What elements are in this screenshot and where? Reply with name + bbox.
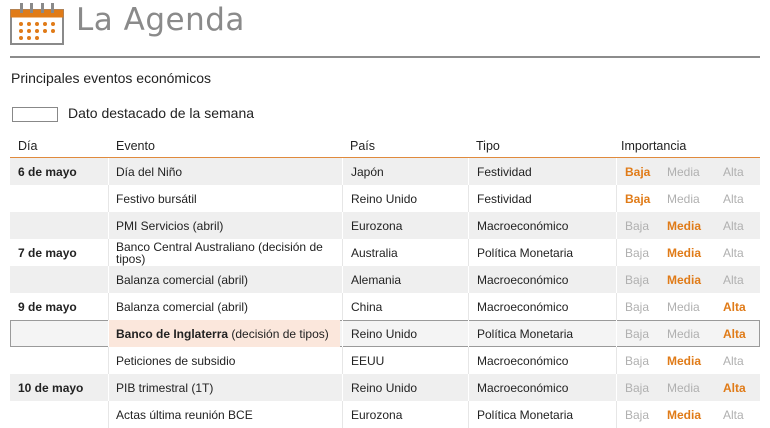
table-row: [10, 293, 760, 320]
importance-baja: Baja: [625, 381, 650, 395]
table-row: [10, 401, 760, 428]
row-tipo: Macroeconómico: [468, 212, 614, 239]
importance-alta: Alta: [723, 300, 746, 314]
calendar-icon: [8, 2, 66, 46]
importance-media: Media: [667, 246, 702, 260]
importance-baja: Baja: [625, 192, 651, 206]
row-tipo: Macroeconómico: [468, 266, 614, 293]
row-evento-rest: (decisión de tipos): [228, 326, 329, 341]
row-evento: [108, 320, 340, 347]
row-importancia: [616, 320, 761, 347]
row-importancia: [616, 374, 761, 401]
row-evento: [108, 374, 340, 401]
row-evento-bold: Banco de Inglaterra: [116, 326, 229, 341]
row-evento-text: Festivo bursátil: [116, 191, 197, 206]
row-evento-text: Actas última reunión BCE: [116, 407, 253, 422]
importance-media: Media: [667, 219, 702, 233]
row-tipo: Festividad: [468, 158, 614, 185]
importance-baja: Baja: [625, 327, 650, 341]
row-evento-text: PIB trimestral (1T): [116, 380, 214, 395]
row-importancia: [616, 401, 761, 428]
table-row: [10, 266, 760, 293]
row-pais: Japón: [342, 158, 466, 185]
row-importancia: [616, 239, 761, 266]
legend-label: Dato destacado de la semana: [68, 105, 255, 121]
row-evento: [108, 266, 340, 293]
importance-alta: Alta: [723, 327, 746, 341]
row-evento: [108, 212, 340, 239]
legend-swatch: [12, 107, 58, 122]
importance-media: Media: [667, 165, 700, 179]
row-evento-text: [116, 328, 329, 340]
importance-media: Media: [667, 327, 700, 341]
row-evento: [108, 239, 340, 266]
row-importancia: [616, 185, 761, 212]
col-header-dia: Día: [18, 139, 38, 153]
row-tipo: Macroeconómico: [468, 293, 614, 320]
table-row: [10, 158, 760, 185]
row-evento: [108, 185, 340, 212]
col-header-tipo: Tipo: [476, 139, 500, 153]
row-importancia: [616, 158, 761, 185]
row-pais: Australia: [342, 239, 466, 266]
table-body: [10, 158, 760, 428]
row-evento-text: PMI Servicios (abril): [116, 218, 224, 233]
importance-media: Media: [667, 273, 702, 287]
row-evento-text: Banco Central Australiano (decisión de tipos): [116, 239, 323, 266]
row-tipo: Macroeconómico: [468, 347, 614, 374]
section-subtitle: Principales eventos económicos: [11, 70, 211, 86]
row-pais: Alemania: [342, 266, 466, 293]
importance-baja: Baja: [625, 219, 650, 233]
row-evento: [108, 158, 340, 185]
col-header-evento: Evento: [116, 139, 155, 153]
row-tipo: Política Monetaria: [468, 239, 614, 266]
row-evento-text: Día del Niño: [116, 164, 183, 179]
table-row: [10, 239, 760, 266]
table-row: [10, 347, 760, 374]
importance-alta: Alta: [723, 246, 744, 260]
row-pais: China: [342, 293, 466, 320]
importance-baja: Baja: [625, 408, 650, 422]
importance-alta: Alta: [723, 219, 744, 233]
importance-alta: Alta: [723, 165, 744, 179]
row-pais: Reino Unido: [342, 320, 466, 347]
importance-alta: Alta: [723, 192, 744, 206]
row-pais: EEUU: [342, 347, 466, 374]
header: [0, 0, 770, 58]
row-evento: [108, 347, 340, 374]
row-importancia: [616, 266, 761, 293]
row-day: 7 de mayo: [18, 245, 77, 260]
importance-media: Media: [667, 300, 700, 314]
row-evento-text: Balanza comercial (abril): [116, 272, 249, 287]
importance-media: Media: [667, 192, 700, 206]
row-pais: Eurozona: [342, 401, 466, 428]
row-importancia: [616, 347, 761, 374]
row-tipo: Política Monetaria: [468, 401, 614, 428]
row-tipo: Macroeconómico: [468, 374, 614, 401]
row-evento: [108, 293, 340, 320]
row-day: 10 de mayo: [18, 380, 84, 395]
col-header-importancia: Importancia: [621, 139, 687, 153]
importance-alta: Alta: [723, 273, 744, 287]
header-divider: [10, 56, 760, 58]
row-importancia: [616, 212, 761, 239]
importance-baja: Baja: [625, 300, 650, 314]
importance-baja: Baja: [625, 165, 651, 179]
events-table: [10, 136, 760, 428]
row-evento-text: Peticiones de subsidio: [116, 353, 236, 368]
importance-baja: Baja: [625, 246, 650, 260]
importance-baja: Baja: [625, 354, 650, 368]
row-day: 9 de mayo: [18, 299, 77, 314]
table-row: [10, 185, 760, 212]
importance-alta: Alta: [723, 408, 744, 422]
importance-alta: Alta: [723, 354, 744, 368]
row-evento: [108, 401, 340, 428]
row-tipo: Política Monetaria: [468, 320, 614, 347]
table-row: [10, 374, 760, 401]
importance-alta: Alta: [723, 381, 746, 395]
row-tipo: Festividad: [468, 185, 614, 212]
table-header: [10, 136, 760, 158]
page-title: La Agenda: [76, 2, 245, 38]
row-importancia: [616, 293, 761, 320]
row-pais: Eurozona: [342, 212, 466, 239]
importance-media: Media: [667, 381, 700, 395]
row-evento-text: Balanza comercial (abril): [116, 299, 249, 314]
col-header-pais: País: [350, 139, 376, 153]
importance-media: Media: [667, 354, 702, 368]
row-pais: Reino Unido: [342, 374, 466, 401]
table-row: [10, 212, 760, 239]
importance-baja: Baja: [625, 273, 650, 287]
row-day: 6 de mayo: [18, 164, 77, 179]
row-pais: Reino Unido: [342, 185, 466, 212]
importance-media: Media: [667, 408, 702, 422]
table-row: [10, 320, 760, 347]
